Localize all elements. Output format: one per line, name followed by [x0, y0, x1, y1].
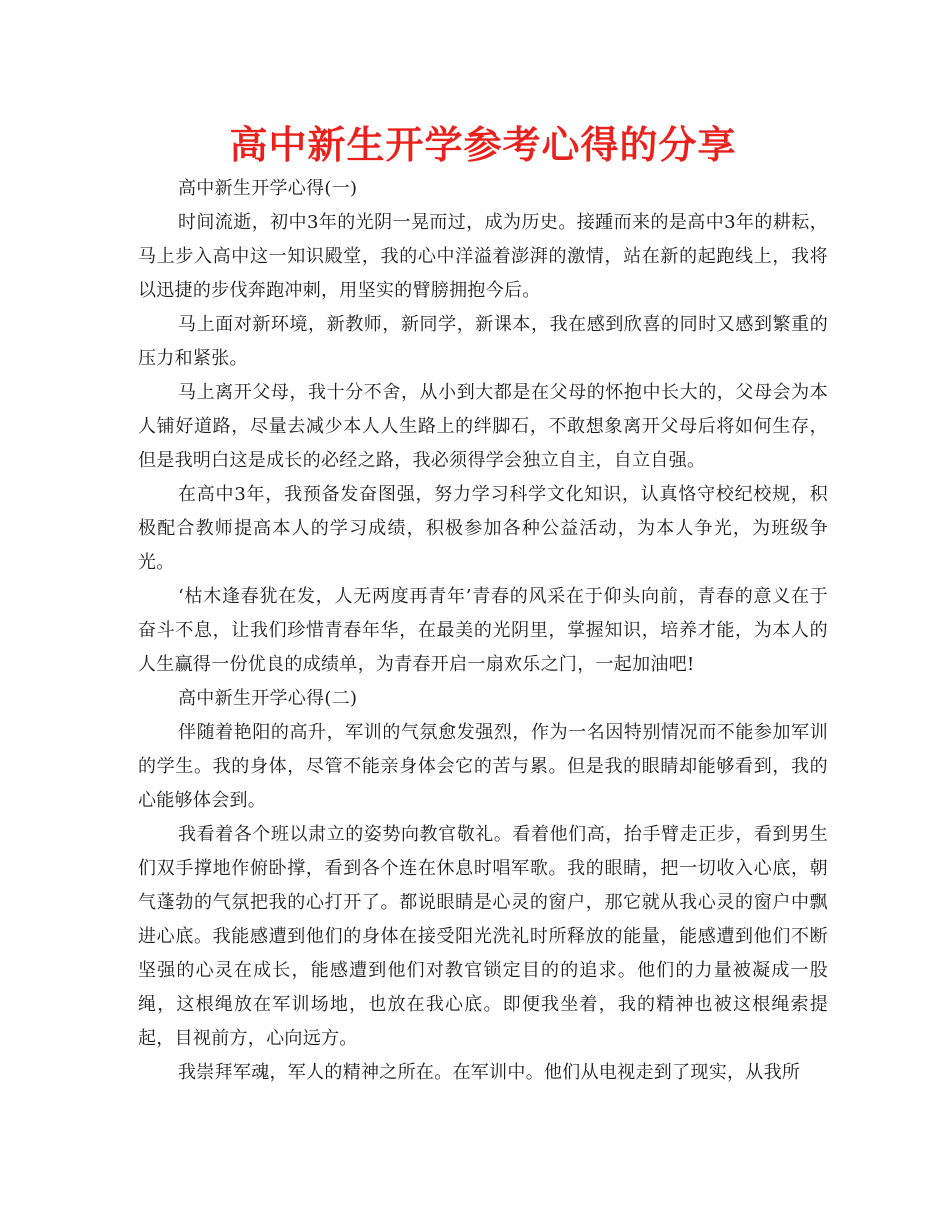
document-page [138, 118, 828, 1090]
document-body [138, 172, 828, 1090]
section-heading-1: 高中新生开学心得(一) [178, 178, 358, 199]
paragraph: 时间流逝，初中3年的光阴一晃而过，成为历史。接踵而来的是高中3年的耕耘，马上步入高中这一知识殿堂，我的心中洋溢着澎湃的激情，站在新的起跑线上，我将以迅捷的步伐奔跑冲刺，用坚实的臂膀拥抱今后。 [138, 212, 828, 301]
paragraph: 我崇拜军魂，军人的精神之所在。在军训中。他们从电视走到了现实，从我所 [178, 1062, 801, 1083]
paragraph: 伴随着艳阳的高升，军训的气氛愈发强烈，作为一名因特别情况而不能参加军训的学生。我的身体，尽管不能亲身体会它的苦与累。但是我的眼睛却能够看到，我的心能够体会到。 [138, 722, 828, 811]
document-title: 高中新生开学参考心得的分享 [229, 123, 737, 167]
paragraph: 我看着各个班以肃立的姿势向教官敬礼。看着他们高，抬手臂走正步，看到男生们双手撑地作俯卧撑，看到各个连在休息时唱军歌。我的眼睛，把一切收入心底，朝气蓬勃的气氛把我的心打开了。都说眼睛是心灵的窗户，那它就从我心灵的窗户中飘进心底。我能感遭到他们的身体在接受阳光洗礼时所释放的能量，能感遭到他们不断坚强的心灵在成长，能感遭到他们对教官锁定目的的追求。他们的力量被凝成一股绳，这根绳放在军训场地，也放在我心底。即便我坐着，我的精神也被这根绳索提起，目视前方，心向远方。 [138, 824, 828, 1049]
paragraph: 马上面对新环境，新教师，新同学，新课本，我在感到欣喜的同时又感到繁重的压力和紧张。 [138, 314, 828, 369]
paragraph: 马上离开父母，我十分不舍，从小到大都是在父母的怀抱中长大的，父母会为本人铺好道路，尽量去减少本人人生路上的绊脚石，不敢想象离开父母后将如何生存，但是我明白这是成长的必经之路，我必须得学会独立自主，自立自强。 [138, 382, 828, 471]
paragraph: 在高中3年，我预备发奋图强，努力学习科学文化知识，认真恪守校纪校规，积极配合教师提高本人的学习成绩，积极参加各种公益活动，为本人争光，为班级争光。 [138, 484, 828, 573]
paragraph: ‘枯木逢春犹在发，人无两度再青年’青春的风采在于仰头向前，青春的意义在于奋斗不息，让我们珍惜青春年华，在最美的光阴里，掌握知识，培养才能，为本人的人生赢得一份优良的成绩单，为青春开启一扇欢乐之门，一起加油吧! [138, 586, 828, 675]
section-heading-2: 高中新生开学心得(二) [178, 688, 358, 709]
